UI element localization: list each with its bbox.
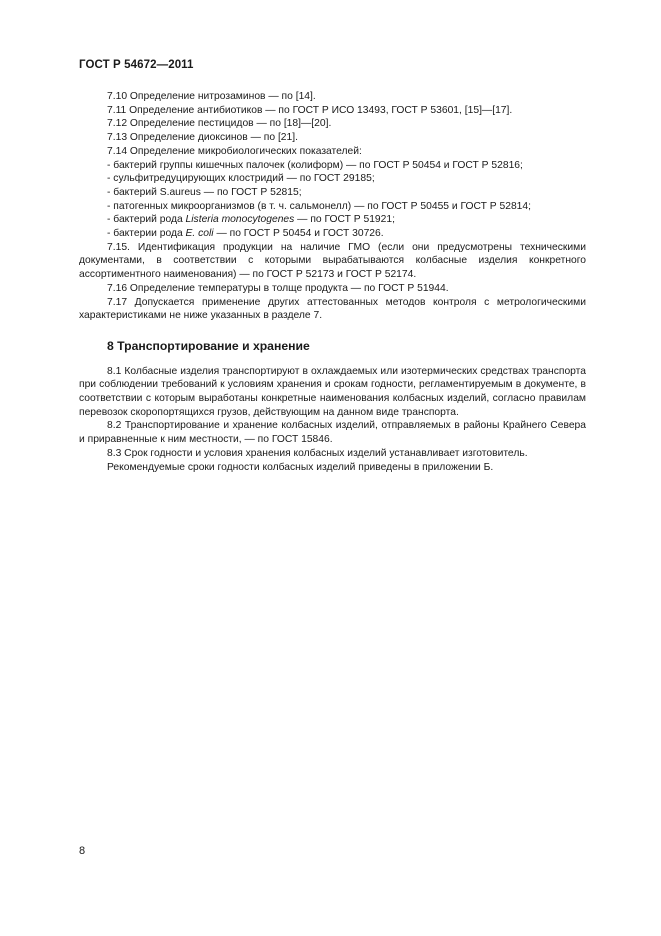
item-7-11: 7.11 Определение антибиотиков — по ГОСТ Р ИСО 13493, ГОСТ Р 53601, [15]—[17]. — [107, 104, 513, 116]
item-7-14: 7.14 Определение микробиологических показателей: — [107, 145, 362, 157]
bullet-saureus: - бактерий S.aureus — по ГОСТ Р 52815; — [107, 186, 302, 198]
bullet-coliform: - бактерий группы кишечных палочек (колиформ) — по ГОСТ Р 50454 и ГОСТ Р 52816; — [107, 159, 523, 171]
bullet-ecoli — [79, 227, 586, 241]
bullet-ecoli-post: — по ГОСТ Р 50454 и ГОСТ 30726. — [213, 228, 384, 240]
item-7-12: 7.12 Определение пестицидов — по [18]—[20]. — [107, 118, 332, 130]
bullet-clostridia: - сульфитредуцирующих клостридий — по ГОСТ 29185; — [107, 173, 375, 185]
item-7-13: 7.13 Определение диоксинов — по [21]. — [107, 132, 298, 144]
item-7-16: 7.16 Определение температуры в толще продукта — по ГОСТ Р 51944. — [107, 282, 449, 294]
item-7-10: 7.10 Определение нитрозаминов — по [14]. — [107, 91, 316, 102]
bullet-listeria-species: Listeria monocytogenes — [185, 214, 295, 226]
bullet-listeria-pre: - бактерий рода — [107, 214, 186, 226]
document-body — [79, 90, 586, 474]
bullet-ecoli-pre: - бактерии рода — [107, 228, 186, 240]
bullet-listeria — [79, 213, 586, 227]
bullet-ecoli-species: E. coli — [185, 228, 214, 240]
item-7-17: 7.17 Допускается применение других аттестованных методов контроля с метрологическими характеристиками не ниже указанных в разделе 7. — [79, 296, 586, 322]
shelf-life-note: Рекомендуемые сроки годности колбасных изделий приведены в приложении Б. — [107, 461, 494, 473]
item-7-15: 7.15. Идентификация продукции на наличие ГМО (если они предусмотрены техническими документами, в соответствии с которыми вырабатываются колбасные изделия конкретного ассортиментного наименования) — по ГОСТ Р 52173 и ГОСТ Р 52174. — [79, 241, 586, 281]
bullet-pathogens: - патогенных микроорганизмов (в т. ч. сальмонелл) — по ГОСТ Р 50455 и ГОСТ Р 52814; — [107, 200, 531, 212]
section-8-heading: 8 Транспортирование и хранение — [107, 338, 310, 353]
page-number: 8 — [79, 845, 86, 857]
bullet-listeria-post: — по ГОСТ Р 51921; — [294, 214, 395, 226]
item-8-3: 8.3 Срок годности и условия хранения колбасных изделий устанавливает изготовитель. — [107, 447, 528, 459]
document-header: ГОСТ Р 54672—2011 — [79, 59, 194, 71]
item-8-2: 8.2 Транспортирование и хранение колбасных изделий, отправляемых в районы Крайнего Севера и приравненные к ним местности, — по ГОСТ 15846. — [79, 420, 586, 446]
item-8-1: 8.1 Колбасные изделия транспортируют в охлаждаемых или изотермических средствах транспорта при соблюдении требований к условиям хранения и срокам годности, регламентируемым в документе, в соответствии с которым выработаны конкретные наименования колбасных изделий, согласно правилам перевозок скоропортящихся грузов, действующим на данном виде транспорта. — [79, 365, 586, 418]
